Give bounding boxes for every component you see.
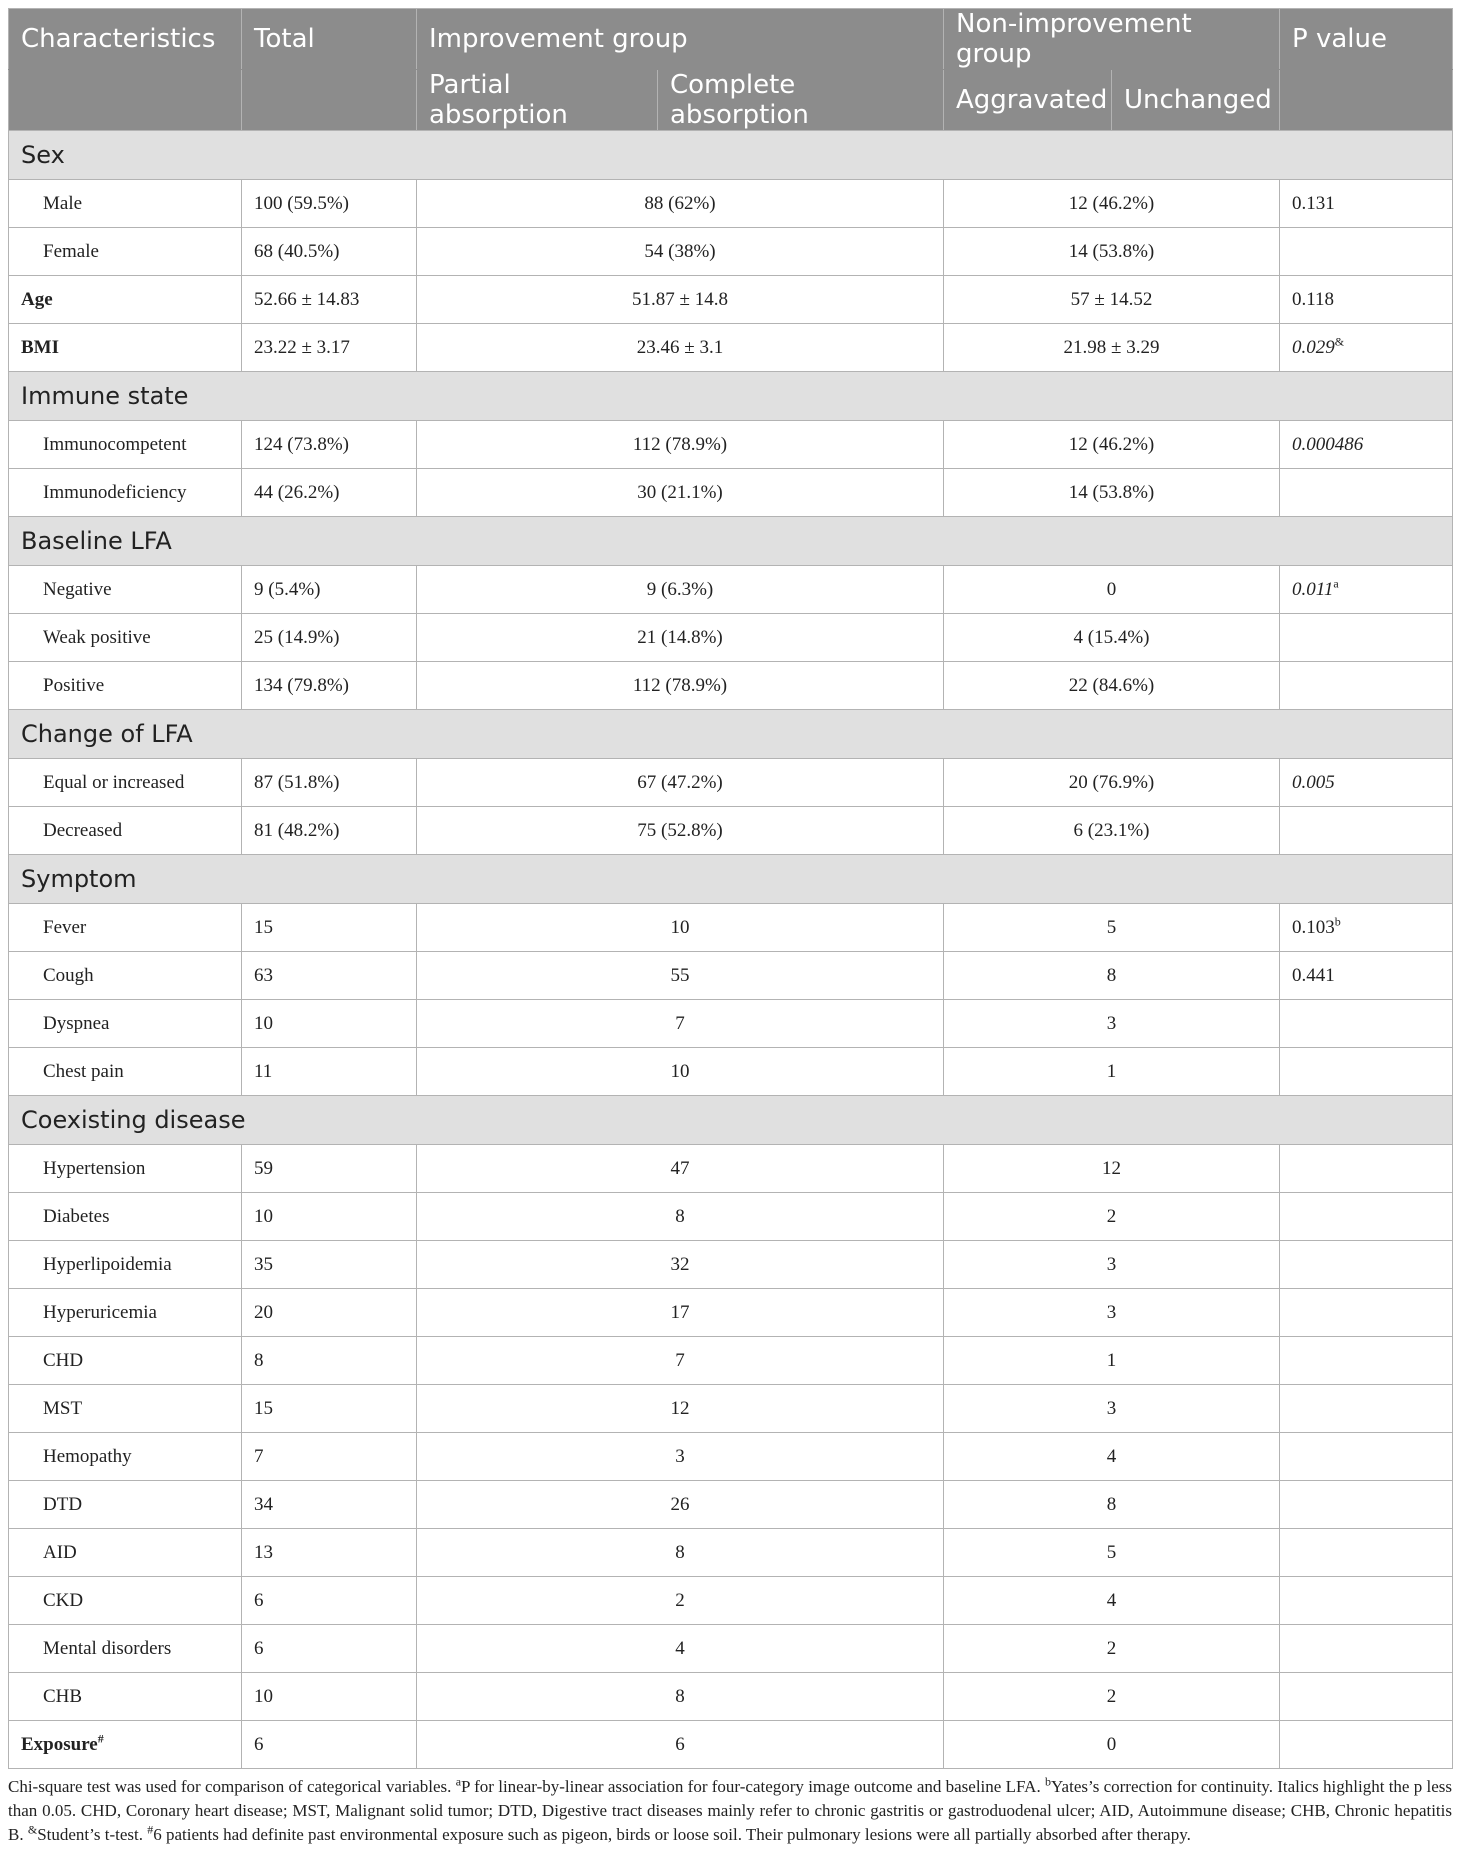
p-value-cell: 0.000486	[1280, 421, 1453, 469]
p-value-cell	[1280, 228, 1453, 276]
section-symptom	[9, 855, 1453, 904]
header-total: Total	[242, 9, 417, 70]
improvement-cell: 67 (47.2%)	[417, 759, 944, 807]
p-value-cell	[1280, 1048, 1453, 1096]
total-cell: 34	[242, 1481, 417, 1529]
table-row	[9, 1241, 1453, 1289]
table-row	[9, 807, 1453, 855]
p-value-text: 0.029	[1292, 336, 1335, 358]
row-label: Age	[9, 276, 242, 324]
improvement-cell: 12	[417, 1385, 944, 1433]
p-value-text: 0.011	[1292, 578, 1334, 600]
non-improvement-cell: 8	[944, 1481, 1280, 1529]
row-label: BMI	[9, 324, 242, 372]
header-aggravated: Aggravated	[944, 70, 1112, 131]
non-improvement-cell: 20 (76.9%)	[944, 759, 1280, 807]
p-value-cell	[1280, 1385, 1453, 1433]
header-characteristics: Characteristics	[9, 9, 242, 70]
non-improvement-cell: 14 (53.8%)	[944, 228, 1280, 276]
non-improvement-cell: 12 (46.2%)	[944, 180, 1280, 228]
section-sex	[9, 131, 1453, 180]
section-title: Baseline LFA	[9, 517, 1453, 566]
row-label: Cough	[9, 952, 242, 1000]
section-coexisting-disease	[9, 1096, 1453, 1145]
non-improvement-cell: 4	[944, 1433, 1280, 1481]
p-value-text: 0.103	[1292, 916, 1335, 938]
row-label-sup: #	[97, 1731, 104, 1746]
improvement-cell: 26	[417, 1481, 944, 1529]
table-row	[9, 904, 1453, 952]
header-unchanged: Unchanged	[1112, 70, 1280, 131]
row-label: AID	[9, 1529, 242, 1577]
total-cell: 134 (79.8%)	[242, 662, 417, 710]
table-wrapper	[8, 8, 1452, 1847]
improvement-cell: 112 (78.9%)	[417, 662, 944, 710]
non-improvement-cell: 57 ± 14.52	[944, 276, 1280, 324]
p-value-cell	[1280, 904, 1453, 952]
section-immune-state	[9, 372, 1453, 421]
total-cell: 35	[242, 1241, 417, 1289]
footnote-sup: a	[455, 1774, 462, 1789]
table-row	[9, 1721, 1453, 1769]
table-row	[9, 1000, 1453, 1048]
total-cell: 68 (40.5%)	[242, 228, 417, 276]
improvement-cell: 3	[417, 1433, 944, 1481]
improvement-cell: 10	[417, 904, 944, 952]
non-improvement-cell: 21.98 ± 3.29	[944, 324, 1280, 372]
improvement-cell: 23.46 ± 3.1	[417, 324, 944, 372]
p-value-cell	[1280, 662, 1453, 710]
row-label: Dyspnea	[9, 1000, 242, 1048]
non-improvement-cell: 1	[944, 1048, 1280, 1096]
improvement-cell: 47	[417, 1145, 944, 1193]
non-improvement-cell: 14 (53.8%)	[944, 469, 1280, 517]
row-label: Mental disorders	[9, 1625, 242, 1673]
row-label: Fever	[9, 904, 242, 952]
characteristics-table	[8, 8, 1453, 1769]
total-cell: 44 (26.2%)	[242, 469, 417, 517]
improvement-cell: 6	[417, 1721, 944, 1769]
non-improvement-cell: 12 (46.2%)	[944, 421, 1280, 469]
p-value-cell	[1280, 1481, 1453, 1529]
non-improvement-cell: 1	[944, 1337, 1280, 1385]
total-cell: 10	[242, 1000, 417, 1048]
table-row	[9, 759, 1453, 807]
table-row	[9, 1625, 1453, 1673]
improvement-cell: 32	[417, 1241, 944, 1289]
header-complete-absorption: Complete absorption	[658, 70, 944, 131]
header-improvement-group: Improvement group	[417, 9, 944, 70]
total-cell: 81 (48.2%)	[242, 807, 417, 855]
table-row	[9, 952, 1453, 1000]
p-value-cell	[1280, 1673, 1453, 1721]
header-row-2	[9, 70, 1453, 131]
total-cell: 6	[242, 1577, 417, 1625]
table-row	[9, 469, 1453, 517]
section-baseline-lfa	[9, 517, 1453, 566]
row-label: Weak positive	[9, 614, 242, 662]
improvement-cell: 51.87 ± 14.8	[417, 276, 944, 324]
total-cell: 11	[242, 1048, 417, 1096]
row-label: Female	[9, 228, 242, 276]
non-improvement-cell: 2	[944, 1625, 1280, 1673]
non-improvement-cell: 0	[944, 1721, 1280, 1769]
footnote-text: 6 patients had definite past environmental exposure such as pigeon, birds or loose soil. Their pulmonary lesions were all partially absorbed after therapy.	[153, 1825, 1191, 1844]
row-label: Immunodeficiency	[9, 469, 242, 517]
p-value-cell	[1280, 1721, 1453, 1769]
table-row	[9, 1529, 1453, 1577]
non-improvement-cell: 3	[944, 1000, 1280, 1048]
header-row-1	[9, 9, 1453, 70]
row-label: Chest pain	[9, 1048, 242, 1096]
non-improvement-cell: 0	[944, 566, 1280, 614]
table-row	[9, 1433, 1453, 1481]
total-cell: 100 (59.5%)	[242, 180, 417, 228]
row-label: CHB	[9, 1673, 242, 1721]
footnote-text: Student’s t-test.	[37, 1825, 148, 1844]
non-improvement-cell: 2	[944, 1193, 1280, 1241]
row-label: Immunocompetent	[9, 421, 242, 469]
p-value-cell: 0.441	[1280, 952, 1453, 1000]
p-value-cell	[1280, 1289, 1453, 1337]
non-improvement-cell: 3	[944, 1385, 1280, 1433]
row-label: Hemopathy	[9, 1433, 242, 1481]
improvement-cell: 9 (6.3%)	[417, 566, 944, 614]
improvement-cell: 55	[417, 952, 944, 1000]
section-change-of-lfa	[9, 710, 1453, 759]
row-label: Negative	[9, 566, 242, 614]
row-label: Decreased	[9, 807, 242, 855]
header-empty-1	[9, 70, 242, 131]
p-value-cell	[1280, 1193, 1453, 1241]
improvement-cell: 88 (62%)	[417, 180, 944, 228]
footnote-text: Yates’s correction for continuity. Italics highlight the p less than 0.05. CHD, Coronary heart disease; MST, Malignant solid tumor; DTD, Digestive tract diseases mainly refer to chronic gastritis or gastroduodenal ulcer; AID, Autoimmune disease; CHB, Chronic hepatitis B.	[8, 1777, 1452, 1844]
improvement-cell: 8	[417, 1193, 944, 1241]
improvement-cell: 112 (78.9%)	[417, 421, 944, 469]
improvement-cell: 21 (14.8%)	[417, 614, 944, 662]
section-title: Sex	[9, 131, 1453, 180]
table-footnote	[8, 1769, 1452, 1847]
non-improvement-cell: 2	[944, 1673, 1280, 1721]
section-title: Change of LFA	[9, 710, 1453, 759]
improvement-cell: 54 (38%)	[417, 228, 944, 276]
header-partial-absorption: Partial absorption	[417, 70, 658, 131]
table-row	[9, 276, 1453, 324]
non-improvement-cell: 4	[944, 1577, 1280, 1625]
p-value-cell	[1280, 807, 1453, 855]
non-improvement-cell: 4 (15.4%)	[944, 614, 1280, 662]
table-row	[9, 421, 1453, 469]
total-cell: 87 (51.8%)	[242, 759, 417, 807]
p-value-cell	[1280, 1000, 1453, 1048]
p-value-cell	[1280, 1529, 1453, 1577]
row-label: CKD	[9, 1577, 242, 1625]
p-value-cell: 0.005	[1280, 759, 1453, 807]
row-label: Hyperuricemia	[9, 1289, 242, 1337]
total-cell: 59	[242, 1145, 417, 1193]
row-label: Diabetes	[9, 1193, 242, 1241]
improvement-cell: 75 (52.8%)	[417, 807, 944, 855]
p-value-cell: 0.118	[1280, 276, 1453, 324]
row-label	[9, 1721, 242, 1769]
p-value-cell	[1280, 566, 1453, 614]
total-cell: 6	[242, 1721, 417, 1769]
total-cell: 25 (14.9%)	[242, 614, 417, 662]
footnote-sup: #	[147, 1822, 154, 1837]
improvement-cell: 7	[417, 1337, 944, 1385]
improvement-cell: 2	[417, 1577, 944, 1625]
total-cell: 63	[242, 952, 417, 1000]
total-cell: 124 (73.8%)	[242, 421, 417, 469]
p-value-cell	[1280, 324, 1453, 372]
table-row	[9, 228, 1453, 276]
p-value-sup: b	[1334, 914, 1341, 929]
total-cell: 10	[242, 1193, 417, 1241]
footnote-sup: b	[1044, 1774, 1051, 1789]
non-improvement-cell: 5	[944, 1529, 1280, 1577]
total-cell: 23.22 ± 3.17	[242, 324, 417, 372]
improvement-cell: 17	[417, 1289, 944, 1337]
table-row	[9, 614, 1453, 662]
total-cell: 52.66 ± 14.83	[242, 276, 417, 324]
table-row	[9, 1289, 1453, 1337]
row-label: Equal or increased	[9, 759, 242, 807]
p-value-cell	[1280, 1241, 1453, 1289]
footnote-text: Chi-square test was used for comparison of categorical variables.	[8, 1777, 456, 1796]
improvement-cell: 4	[417, 1625, 944, 1673]
non-improvement-cell: 3	[944, 1241, 1280, 1289]
table-row	[9, 1577, 1453, 1625]
improvement-cell: 7	[417, 1000, 944, 1048]
p-value-cell	[1280, 614, 1453, 662]
table-row	[9, 1673, 1453, 1721]
section-title: Immune state	[9, 372, 1453, 421]
p-value-cell	[1280, 469, 1453, 517]
p-value-cell	[1280, 1145, 1453, 1193]
total-cell: 20	[242, 1289, 417, 1337]
header-empty-2	[242, 70, 417, 131]
non-improvement-cell: 8	[944, 952, 1280, 1000]
header-empty-3	[1280, 70, 1453, 131]
section-title: Coexisting disease	[9, 1096, 1453, 1145]
p-value-cell: 0.131	[1280, 180, 1453, 228]
improvement-cell: 30 (21.1%)	[417, 469, 944, 517]
p-value-sup: a	[1333, 576, 1339, 591]
non-improvement-cell: 22 (84.6%)	[944, 662, 1280, 710]
improvement-cell: 10	[417, 1048, 944, 1096]
footnote-text: P for linear-by-linear association for four-category image outcome and baseline LFA.	[461, 1777, 1045, 1796]
total-cell: 9 (5.4%)	[242, 566, 417, 614]
p-value-sup: &	[1334, 334, 1345, 349]
total-cell: 13	[242, 1529, 417, 1577]
row-label: Hypertension	[9, 1145, 242, 1193]
row-label: Male	[9, 180, 242, 228]
non-improvement-cell: 12	[944, 1145, 1280, 1193]
row-label: Positive	[9, 662, 242, 710]
table-row	[9, 324, 1453, 372]
row-label: Hyperlipoidemia	[9, 1241, 242, 1289]
total-cell: 10	[242, 1673, 417, 1721]
total-cell: 15	[242, 904, 417, 952]
table-row	[9, 1145, 1453, 1193]
table-row	[9, 1048, 1453, 1096]
header-non-improvement-group: Non-improvement group	[944, 9, 1280, 70]
non-improvement-cell: 6 (23.1%)	[944, 807, 1280, 855]
row-label-text: Exposure	[21, 1733, 98, 1755]
improvement-cell: 8	[417, 1529, 944, 1577]
header-p-value: P value	[1280, 9, 1453, 70]
table-row	[9, 1385, 1453, 1433]
total-cell: 8	[242, 1337, 417, 1385]
total-cell: 6	[242, 1625, 417, 1673]
total-cell: 15	[242, 1385, 417, 1433]
table-row	[9, 1337, 1453, 1385]
row-label: CHD	[9, 1337, 242, 1385]
non-improvement-cell: 3	[944, 1289, 1280, 1337]
total-cell: 7	[242, 1433, 417, 1481]
p-value-cell	[1280, 1433, 1453, 1481]
table-row	[9, 1193, 1453, 1241]
table-row	[9, 566, 1453, 614]
p-value-cell	[1280, 1577, 1453, 1625]
improvement-cell: 8	[417, 1673, 944, 1721]
table-row	[9, 180, 1453, 228]
row-label: MST	[9, 1385, 242, 1433]
table-row	[9, 1481, 1453, 1529]
non-improvement-cell: 5	[944, 904, 1280, 952]
table-row	[9, 662, 1453, 710]
row-label: DTD	[9, 1481, 242, 1529]
footnote-sup: &	[27, 1822, 38, 1837]
section-title: Symptom	[9, 855, 1453, 904]
p-value-cell	[1280, 1625, 1453, 1673]
p-value-cell	[1280, 1337, 1453, 1385]
